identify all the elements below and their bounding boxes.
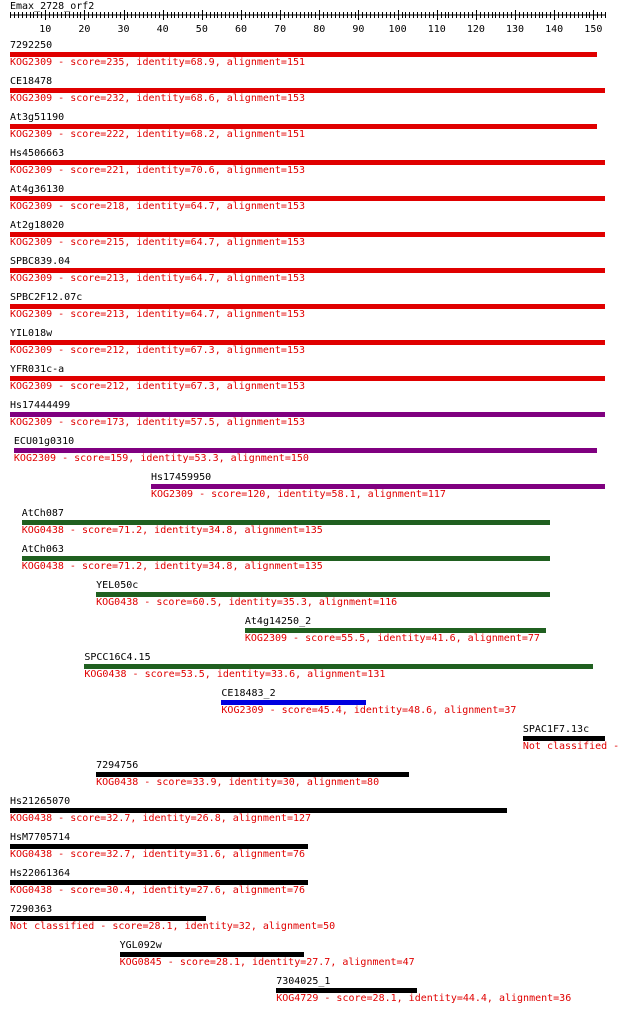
ruler-tick-label: 80 — [313, 24, 326, 35]
hit-name[interactable]: AtCh087 — [21, 508, 64, 519]
hit-name[interactable]: SPAC1F7.13c — [522, 724, 590, 735]
hit-description[interactable]: KOG2309 - score=213, identity=64.7, alignment=153 — [10, 309, 306, 320]
hit-name[interactable]: At4g14250_2 — [244, 616, 312, 627]
ruler-tick-label: 120 — [466, 24, 485, 35]
hit-description[interactable]: KOG2309 - score=55.5, identity=41.6, alignment=77 — [244, 633, 540, 644]
hit-description[interactable]: KOG2309 - score=173, identity=57.5, alignment=153 — [10, 417, 306, 428]
hit-description[interactable]: KOG0438 - score=53.5, identity=33.6, alignment=131 — [84, 669, 386, 680]
ruler-tick-label: 110 — [427, 24, 446, 35]
hit-description[interactable]: Not classified - — [522, 741, 620, 752]
hit-name[interactable]: HsM7705714 — [10, 832, 71, 843]
hit-name[interactable]: SPBC2F12.07c — [10, 292, 83, 303]
hit-description[interactable]: KOG0438 - score=33.9, identity=30, alignment=80 — [96, 777, 380, 788]
hit-name[interactable]: YEL050c — [96, 580, 139, 591]
ruler-tick-label: 40 — [156, 24, 169, 35]
hit-description[interactable]: KOG2309 - score=213, identity=64.7, alignment=153 — [10, 273, 306, 284]
hit-description[interactable]: Not classified - score=28.1, identity=32, alignment=50 — [10, 921, 336, 932]
hit-description[interactable]: KOG2309 - score=218, identity=64.7, alignment=153 — [10, 201, 306, 212]
hit-name[interactable]: YGL092w — [119, 940, 162, 951]
hit-description[interactable]: KOG2309 - score=215, identity=64.7, alignment=153 — [10, 237, 306, 248]
ruler-tick-label: 50 — [195, 24, 208, 35]
hit-description[interactable]: KOG0845 - score=28.1, identity=27.7, alignment=47 — [119, 957, 415, 968]
hit-description[interactable]: KOG0438 - score=30.4, identity=27.6, alignment=76 — [10, 885, 306, 896]
hit-description[interactable]: KOG2309 - score=212, identity=67.3, alignment=153 — [10, 381, 306, 392]
hit-name[interactable]: CE18483_2 — [221, 688, 276, 699]
hit-description[interactable]: KOG2309 - score=45.4, identity=48.6, alignment=37 — [221, 705, 517, 716]
hit-name[interactable]: At2g18020 — [10, 220, 65, 231]
hit-name[interactable]: Hs4506663 — [10, 148, 65, 159]
hit-name[interactable]: YIL018w — [10, 328, 53, 339]
ruler-tick-label: 130 — [506, 24, 525, 35]
hit-description[interactable]: KOG4729 - score=28.1, identity=44.4, alignment=36 — [276, 993, 572, 1004]
hit-name[interactable]: Hs17459950 — [150, 472, 212, 483]
ruler-tick-label: 70 — [274, 24, 287, 35]
hit-name[interactable]: SPCC16C4.15 — [84, 652, 151, 663]
hit-description[interactable]: KOG0438 - score=71.2, identity=34.8, alignment=135 — [21, 561, 323, 572]
hit-name[interactable]: CE18478 — [10, 76, 53, 87]
hit-description[interactable]: KOG2309 - score=212, identity=67.3, alignment=153 — [10, 345, 306, 356]
ruler-tick-label: 150 — [584, 24, 603, 35]
hit-description[interactable]: KOG0438 - score=60.5, identity=35.3, alignment=116 — [96, 597, 398, 608]
hit-name[interactable]: At4g36130 — [10, 184, 65, 195]
hit-name[interactable]: 7290363 — [10, 904, 53, 915]
hit-name[interactable]: AtCh063 — [21, 544, 64, 555]
hit-description[interactable]: KOG0438 - score=71.2, identity=34.8, alignment=135 — [21, 525, 323, 536]
hit-description[interactable]: KOG2309 - score=235, identity=68.9, alignment=151 — [10, 57, 306, 68]
hit-description[interactable]: KOG0438 - score=32.7, identity=26.8, alignment=127 — [10, 813, 312, 824]
hit-description[interactable]: KOG0438 - score=32.7, identity=31.6, alignment=76 — [10, 849, 306, 860]
ruler-tick-label: 140 — [545, 24, 564, 35]
query-title: Emax_2728_orf2 — [10, 1, 95, 12]
hit-name[interactable]: 7304025_1 — [276, 976, 331, 987]
hit-name[interactable]: Hs21265070 — [10, 796, 71, 807]
hit-name[interactable]: Hs17444499 — [10, 400, 71, 411]
hit-description[interactable]: KOG2309 - score=221, identity=70.6, alignment=153 — [10, 165, 306, 176]
hit-description[interactable]: KOG2309 - score=232, identity=68.6, alignment=153 — [10, 93, 306, 104]
ruler-tick-label: 100 — [388, 24, 407, 35]
ruler-tick-label: 30 — [117, 24, 130, 35]
hit-name[interactable]: At3g51190 — [10, 112, 65, 123]
hit-name[interactable]: YFR031c-a — [10, 364, 65, 375]
hit-description[interactable]: KOG2309 - score=120, identity=58.1, alignment=117 — [150, 489, 446, 500]
hit-description[interactable]: KOG2309 - score=159, identity=53.3, alignment=150 — [13, 453, 309, 464]
hit-name[interactable]: 7292250 — [10, 40, 53, 51]
ruler-tick-label: 20 — [78, 24, 91, 35]
ruler-tick-label: 60 — [234, 24, 248, 35]
sequence-ruler — [0, 10, 620, 36]
ruler-tick-label: 10 — [39, 24, 52, 35]
hit-name[interactable]: 7294756 — [96, 760, 139, 771]
hit-name[interactable]: Hs22061364 — [10, 868, 71, 879]
hit-name[interactable]: SPBC839.04 — [10, 256, 71, 267]
hit-description[interactable]: KOG2309 - score=222, identity=68.2, alignment=151 — [10, 129, 306, 140]
ruler-tick-label: 90 — [352, 24, 365, 35]
hit-name[interactable]: ECU01g0310 — [13, 436, 75, 447]
